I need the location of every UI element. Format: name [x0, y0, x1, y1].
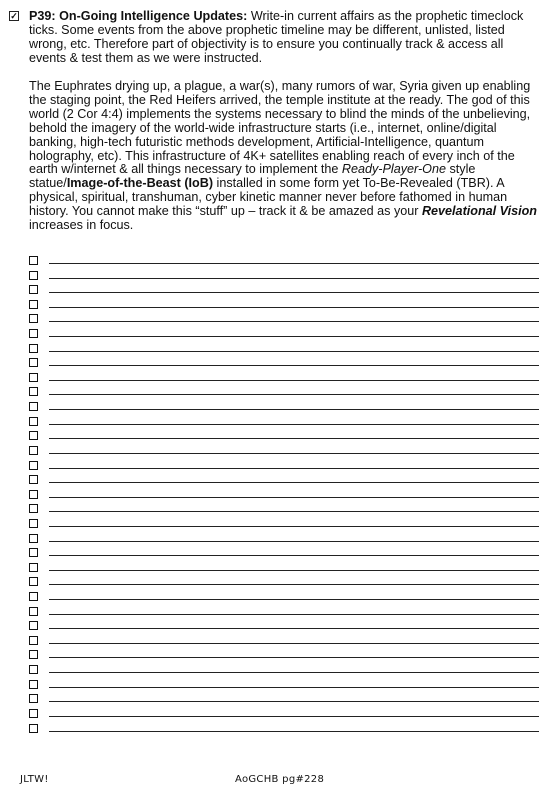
write-in-row	[29, 604, 539, 619]
write-in-line[interactable]	[49, 716, 539, 717]
write-in-line[interactable]	[49, 570, 539, 571]
write-in-row	[29, 399, 539, 414]
write-in-line[interactable]	[49, 307, 539, 308]
write-in-line[interactable]	[49, 292, 539, 293]
row-checkbox[interactable]	[29, 475, 38, 484]
write-in-line[interactable]	[49, 365, 539, 366]
write-in-line[interactable]	[49, 278, 539, 279]
write-in-row	[29, 560, 539, 575]
row-checkbox[interactable]	[29, 373, 38, 382]
write-in-row	[29, 677, 539, 692]
row-checkbox[interactable]	[29, 650, 38, 659]
write-in-row	[29, 472, 539, 487]
write-in-line[interactable]	[49, 643, 539, 644]
row-checkbox[interactable]	[29, 490, 38, 499]
write-in-row	[29, 428, 539, 443]
write-in-line[interactable]	[49, 336, 539, 337]
row-checkbox[interactable]	[29, 636, 38, 645]
row-checkbox[interactable]	[29, 417, 38, 426]
row-checkbox[interactable]	[29, 665, 38, 674]
row-checkbox[interactable]	[29, 329, 38, 338]
row-checkbox[interactable]	[29, 534, 38, 543]
write-in-row	[29, 443, 539, 458]
section-intro	[29, 10, 529, 66]
row-checkbox[interactable]	[29, 694, 38, 703]
body-paragraph	[29, 80, 539, 233]
row-checkbox[interactable]	[29, 548, 38, 557]
paragraph-text-2: style statue/	[29, 162, 476, 191]
row-checkbox[interactable]	[29, 724, 38, 733]
write-in-line[interactable]	[49, 482, 539, 483]
row-checkbox[interactable]	[29, 504, 38, 513]
row-checkbox[interactable]	[29, 577, 38, 586]
write-in-row	[29, 268, 539, 283]
write-in-line[interactable]	[49, 731, 539, 732]
paragraph-bold-term: Image-of-the-Beast (IoB)	[66, 176, 214, 191]
write-in-row	[29, 647, 539, 662]
write-in-row	[29, 618, 539, 633]
write-in-line[interactable]	[49, 628, 539, 629]
write-in-row	[29, 458, 539, 473]
write-in-line[interactable]	[49, 497, 539, 498]
write-in-row	[29, 414, 539, 429]
row-checkbox[interactable]	[29, 607, 38, 616]
paragraph-text-1: The Euphrates drying up, a plague, a war(s), many rumors of war, Syria given up enabling the staging point, the Red Heifers arrived, the temple institute at the ready. The god of this world (2 Cor 4:4) implements the systems necessary to blind the minds of the unbelieving, behold the imagery of the world-wide infrastructure starts (i.e., internet, online/digital banking, high-tech futuristic methods development, Artificial-Intelligence, quantum holography, etc). This infrastructure of 4K+ satellites enabling reach of every inch of the earth w/internet & all things necessary to implement the	[29, 79, 531, 177]
row-checkbox[interactable]	[29, 431, 38, 440]
write-in-row	[29, 589, 539, 604]
write-in-row	[29, 355, 539, 370]
write-in-line[interactable]	[49, 701, 539, 702]
write-in-row	[29, 297, 539, 312]
write-in-row	[29, 326, 539, 341]
row-checkbox[interactable]	[29, 709, 38, 718]
row-checkbox[interactable]	[29, 358, 38, 367]
row-checkbox[interactable]	[29, 271, 38, 280]
section-header	[9, 10, 529, 66]
paragraph-text-4: increases in focus.	[29, 218, 134, 233]
write-in-line[interactable]	[49, 351, 539, 352]
write-in-row	[29, 487, 539, 502]
row-checkbox[interactable]	[29, 621, 38, 630]
write-in-row	[29, 282, 539, 297]
row-checkbox[interactable]	[29, 285, 38, 294]
write-in-row	[29, 501, 539, 516]
section-title: P39: On-Going Intelligence Updates:	[29, 9, 248, 23]
write-in-row	[29, 706, 539, 721]
write-in-row	[29, 574, 539, 589]
write-in-row	[29, 253, 539, 268]
row-checkbox[interactable]	[29, 256, 38, 265]
write-in-line[interactable]	[49, 453, 539, 454]
row-checkbox[interactable]	[29, 461, 38, 470]
write-in-row	[29, 691, 539, 706]
row-checkbox[interactable]	[29, 300, 38, 309]
write-in-line[interactable]	[49, 394, 539, 395]
write-in-line[interactable]	[49, 380, 539, 381]
write-in-line[interactable]	[49, 657, 539, 658]
paragraph-bold-italic-term: Revelational Vision	[421, 204, 537, 219]
write-in-row	[29, 516, 539, 531]
write-in-row	[29, 531, 539, 546]
checked-checkbox-icon[interactable]: ✓	[10, 11, 18, 21]
write-in-line[interactable]	[49, 599, 539, 600]
row-checkbox[interactable]	[29, 563, 38, 572]
row-checkbox[interactable]	[29, 387, 38, 396]
write-in-line[interactable]	[49, 541, 539, 542]
write-in-line[interactable]	[49, 438, 539, 439]
row-checkbox[interactable]	[29, 446, 38, 455]
write-in-row	[29, 311, 539, 326]
write-in-line[interactable]	[49, 672, 539, 673]
write-in-row	[29, 545, 539, 560]
write-in-list	[29, 253, 539, 735]
row-checkbox[interactable]	[29, 680, 38, 689]
row-checkbox[interactable]	[29, 344, 38, 353]
page-number: AoGCHB pg#228	[235, 774, 325, 785]
write-in-row	[29, 370, 539, 385]
write-in-line[interactable]	[49, 511, 539, 512]
write-in-line[interactable]	[49, 321, 539, 322]
paragraph-text-3: installed in some form yet To-Be-Revealed (TBR). A physical, spiritual, transhuman, cyber kinetic manner never before fathomed in human history. You cannot make this “stuff” up – track it & be amazed as your	[29, 176, 508, 219]
row-checkbox[interactable]	[29, 519, 38, 528]
write-in-row	[29, 721, 539, 736]
paragraph-italic-term: Ready-Player-One	[341, 162, 446, 177]
write-in-row	[29, 633, 539, 648]
write-in-line[interactable]	[49, 614, 539, 615]
write-in-line[interactable]	[49, 526, 539, 527]
write-in-line[interactable]	[49, 555, 539, 556]
row-checkbox[interactable]	[29, 592, 38, 601]
footer-left-text: JLTW!	[20, 774, 49, 785]
row-checkbox[interactable]	[29, 402, 38, 411]
row-checkbox[interactable]	[29, 314, 38, 323]
write-in-row	[29, 341, 539, 356]
write-in-line[interactable]	[49, 584, 539, 585]
write-in-line[interactable]	[49, 687, 539, 688]
write-in-line[interactable]	[49, 409, 539, 410]
write-in-line[interactable]	[49, 263, 539, 264]
section-intro-text: Write-in current affairs as the prophetic timeclock ticks. Some events from the above prophetic timeline may be different, unlisted, listed wrong, etc. Therefore part of objectivity is to ensure you continually track & access all events & test them as we were instructed.	[29, 9, 524, 65]
write-in-row	[29, 384, 539, 399]
write-in-row	[29, 662, 539, 677]
write-in-line[interactable]	[49, 468, 539, 469]
write-in-line[interactable]	[49, 424, 539, 425]
